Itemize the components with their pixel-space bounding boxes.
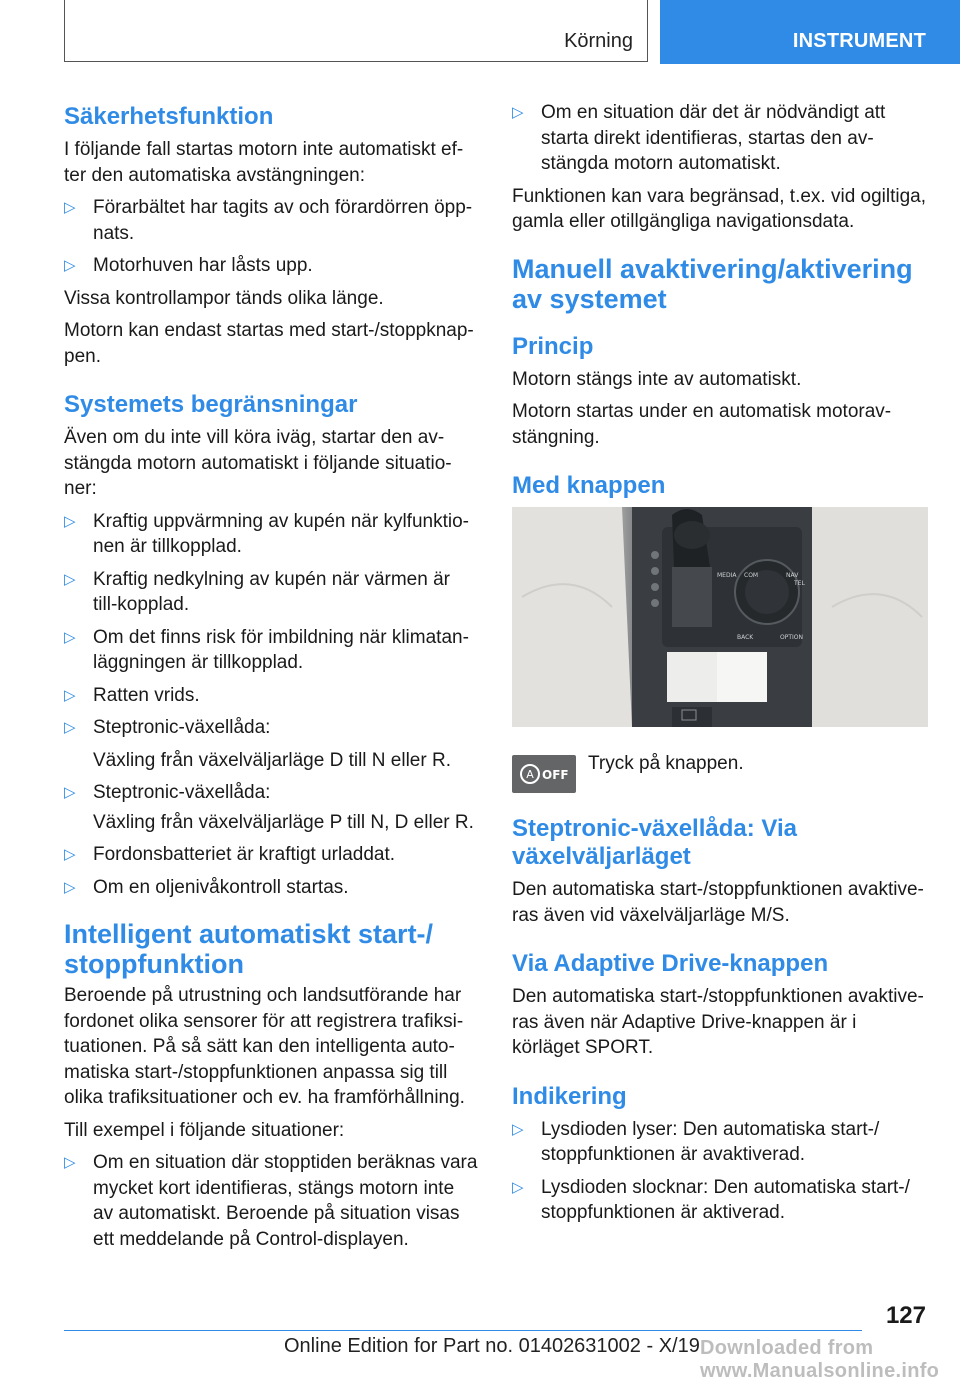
- center-console-photo: [512, 507, 928, 727]
- triangle-bullet-icon: ▷: [64, 512, 76, 530]
- footer-divider: [64, 1330, 862, 1331]
- heading-indikering: Indikering: [512, 1082, 627, 1110]
- sub-paragraph: Växling från växelväljarläge P till N, D eller R.: [93, 811, 474, 833]
- header-chapter-box: [64, 0, 648, 62]
- list-item: ▷ Fordonsbatteriet är kraftigt urladdat.: [64, 842, 478, 868]
- right-column: [512, 100, 928, 1233]
- bullet-list: [64, 842, 478, 900]
- heading-systemets-begransningar: Systemets begränsningar: [64, 391, 358, 418]
- nav-button-label: NAV: [786, 572, 799, 579]
- svg-text:A: A: [526, 768, 534, 781]
- auto-start-stop-off-icon: [512, 755, 576, 793]
- com-button-label: COM: [744, 572, 759, 579]
- paragraph: Funktionen kan vara begränsad, t.ex. vid ogiltiga, gamla eller otillgängliga navigationsdata.: [512, 185, 927, 232]
- watermark: Downloaded from www.Manualsonline.info: [700, 1337, 940, 1382]
- left-column: [64, 100, 478, 1259]
- paragraph: Beroende på utrustning och landsutförande har fordonet olika sensorer för att registrera trafiksi-tuationen. På så sätt kan den intelligenta auto-matiska start-/stoppfunktionen anpassa sig till olika trafiksituationer och ev. ha framförhållning.: [64, 985, 465, 1108]
- triangle-bullet-icon: ▷: [64, 686, 76, 704]
- list-item: ▷ Förarbältet har tagits av och förardörren öpp-nats.: [64, 197, 473, 244]
- paragraph: Till exempel i följande situationer:: [64, 1119, 345, 1141]
- paragraph: I följande fall startas motorn inte automatiskt ef-ter den automatiska avstängningen:: [64, 139, 464, 186]
- list-item: ▷ Lysdioden slocknar: Den automatiska start-/ stoppfunktionen är aktiverad.: [512, 1176, 910, 1223]
- bullet-list: [512, 100, 928, 177]
- triangle-bullet-icon: ▷: [64, 784, 76, 801]
- list-item: ▷ Ratten vrids.: [64, 683, 478, 709]
- triangle-bullet-icon: ▷: [64, 199, 76, 216]
- footer-edition: Online Edition for Part no. 01402631002 - X/19: [284, 1335, 700, 1357]
- tel-button-label: TEL: [794, 580, 805, 587]
- triangle-bullet-icon: ▷: [64, 570, 76, 588]
- list-item: ▷ Om en situation där stopptiden beräknas vara mycket kort identifieras, stängs motorn inte av automatiskt. Beroende på situation visas ett meddelande på Control-displayen.: [64, 1152, 478, 1250]
- media-button-label: MEDIA: [717, 572, 737, 579]
- paragraph: Motorn kan endast startas med start-/stoppknap-pen.: [64, 320, 474, 367]
- list-item: ▷ Om det finns risk för imbildning när klimatan-läggningen är tillkopplad.: [64, 626, 469, 673]
- triangle-bullet-icon: ▷: [512, 104, 524, 121]
- list-item: ▷ Kraftig uppvärmning av kupén när kylfunktio-nen är tillkopplad.: [64, 510, 469, 557]
- heading-intelligent-start-stopp: Intelligent automatiskt start-/ stoppfunktion: [64, 919, 434, 979]
- list-item: ▷ Lysdioden lyser: Den automatiska start-/ stoppfunktionen är avaktiverad.: [512, 1118, 880, 1165]
- bullet-list: [64, 780, 478, 806]
- triangle-bullet-icon: ▷: [512, 1178, 524, 1196]
- list-item: ▷ Steptronic-växellåda:: [64, 715, 478, 741]
- list-item: ▷ Motorhuven har låsts upp.: [64, 253, 478, 279]
- center-console-illustration: [512, 507, 928, 727]
- triangle-bullet-icon: ▷: [64, 719, 76, 736]
- bullet-list: [512, 1117, 928, 1226]
- list-item: ▷ Steptronic-växellåda:: [64, 780, 478, 806]
- heading-med-knappen: Med knappen: [512, 472, 666, 499]
- heading-sakerhetsfunktion: Säkerhetsfunktion: [64, 103, 274, 130]
- header-section-box: [660, 0, 960, 64]
- list-item: ▷ Kraftig nedkylning av kupén när värmen är till-kopplad.: [64, 568, 450, 615]
- icon-caption: Tryck på knappen.: [588, 753, 744, 774]
- bullet-list: [64, 1150, 478, 1252]
- triangle-bullet-icon: ▷: [64, 257, 76, 274]
- triangle-bullet-icon: ▷: [64, 628, 76, 646]
- list-item: ▷ Om en situation där det är nödvändigt att starta direkt identifieras, startas den av-stängda motorn automatiskt.: [512, 102, 886, 174]
- triangle-bullet-icon: ▷: [64, 878, 76, 896]
- paragraph: Motorn startas under en automatisk motorav-stängning.: [512, 401, 892, 448]
- page-number: 127: [885, 1302, 926, 1329]
- heading-princip: Princip: [512, 332, 594, 360]
- heading-steptronic: Steptronic-växellåda: Via växelväljarläget: [512, 815, 797, 870]
- bullet-list: [64, 509, 478, 741]
- off-icon-text: OFF: [542, 768, 569, 782]
- paragraph: Vissa kontrollampor tänds olika länge.: [64, 287, 384, 309]
- list-item: ▷ Om en oljenivåkontroll startas.: [64, 875, 478, 901]
- triangle-bullet-icon: ▷: [64, 1154, 76, 1171]
- paragraph: Den automatiska start-/stoppfunktionen avaktive-ras även vid växelväljarläge M/S.: [512, 879, 924, 926]
- paragraph: Även om du inte vill köra iväg, startar den av-stängda motorn automatiskt i följande situatio-ner:: [64, 427, 452, 499]
- bullet-list: [64, 195, 478, 279]
- triangle-bullet-icon: ▷: [512, 1120, 524, 1138]
- paragraph: Motorn stängs inte av automatiskt.: [512, 368, 802, 390]
- paragraph: Den automatiska start-/stoppfunktionen avaktive-ras även när Adaptive Drive-knappen är i körläget SPORT.: [512, 986, 924, 1058]
- off-button-row: [512, 741, 928, 795]
- option-button-label: OPTION: [780, 634, 803, 641]
- sub-paragraph: Växling från växelväljarläge D till N eller R.: [93, 749, 451, 771]
- heading-manuell-avaktivering: Manuell avaktivering/aktivering av systemet: [512, 253, 913, 314]
- back-button-label: BACK: [737, 634, 754, 641]
- header-chapter: Körning: [564, 30, 633, 52]
- triangle-bullet-icon: ▷: [64, 846, 76, 863]
- heading-adaptive-drive: Via Adaptive Drive-knappen: [512, 950, 829, 977]
- header-section: INSTRUMENT: [792, 30, 926, 52]
